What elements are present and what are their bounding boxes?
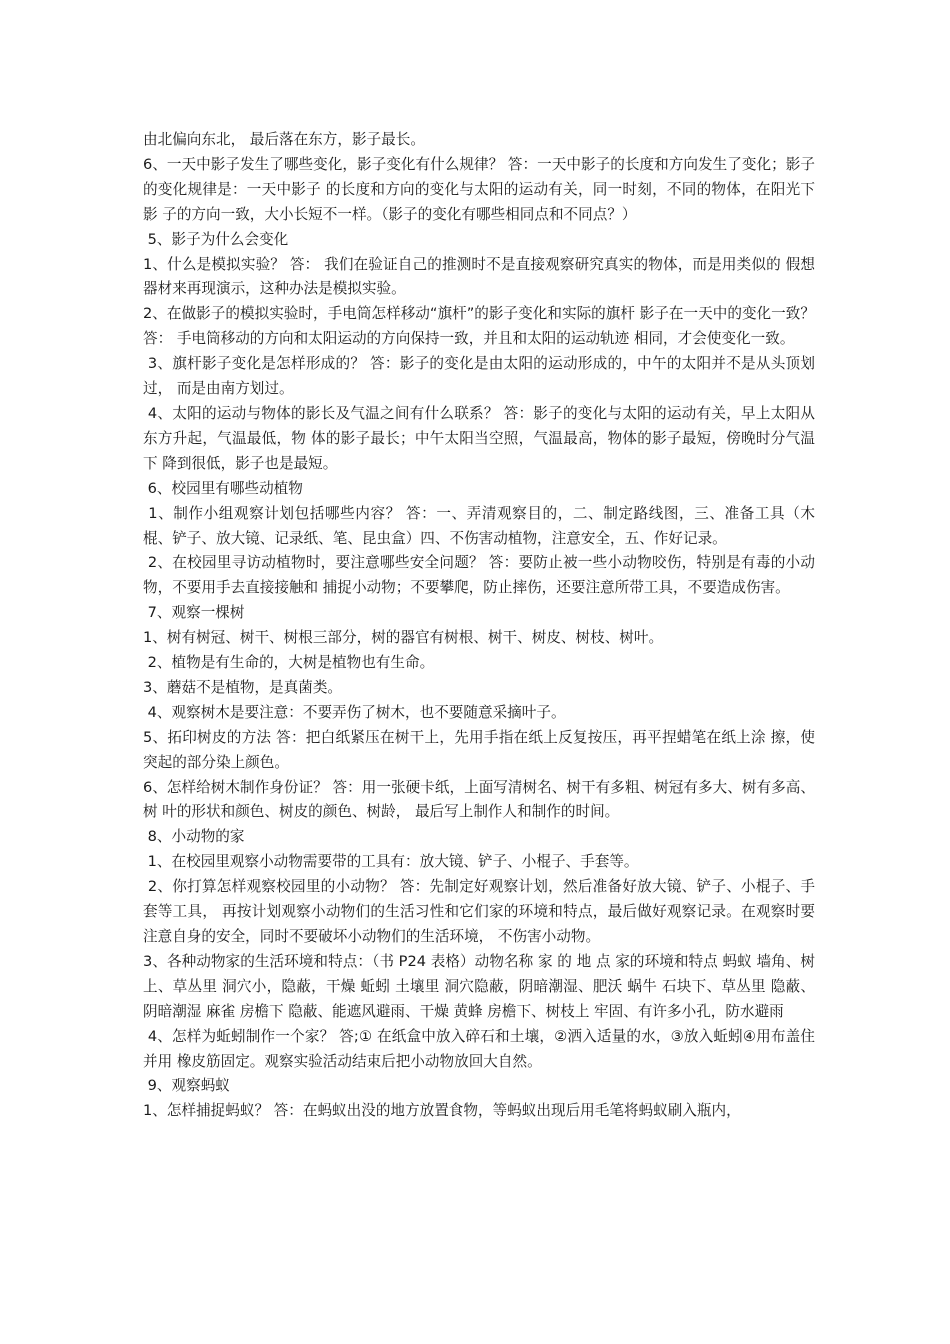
paragraph: 2、在做影子的模拟实验时，手电筒怎样移动“旗杆”的影子变化和实际的旗杆 影子在一天中的变化一致？ 答： 手电筒移动的方向和太阳运动的方向保持一致，并且和太阳的运动轨迹 相同，才会使变化一致。 — [143, 305, 820, 348]
paragraph: 3、蘑菇不是植物，是真菌类。 — [143, 678, 343, 696]
paragraph: 1、树有树冠、树干、树根三部分，树的器官有树根、树干、树皮、树枝、树叶。 — [143, 629, 664, 647]
paragraph: 3、各种动物家的生活环境和特点：（书 P24 表格）动物名称 家 的 地 点 家的环境和特点 蚂蚁 墙角、树上、草丛里 洞穴小，隐蔽，干燥 蚯蚓 土壤里 洞穴隐蔽，阴暗潮湿、肥沃 蜗牛 石块下、草丛里 隐蔽、阴暗潮湿 麻雀 房檐下 隐蔽、能遮风避雨、干燥 黄蜂 房檐下、树枝上 牢固、有许多小孔，防水避雨 — [143, 952, 815, 1020]
paragraph: 1、什么是模拟实验？ 答： 我们在验证自己的推测时不是直接观察研究真实的物体，而是用类似的 假想器材来再现演示，这种办法是模拟实验。 — [143, 255, 815, 298]
paragraph: 2、你打算怎样观察校园里的小动物？ 答：先制定好观察计划，然后准备好放大镜、铲子、小棍子、手套等工具， 再按计划观察小动物们的生活习性和它们家的环境和特点，最后做好观察记录。在观察时要注意自身的安全，同时不要破坏小动物们的生活环境， 不伤害小动物。 — [143, 878, 815, 945]
paragraph: 6、一天中影子发生了哪些变化，影子变化有什么规律？ 答：一天中影子的长度和方向发生了变化；影子的变化规律是：一天中影子 的长度和方向的变化与太阳的运动有关，同一时刻，不同的物体，在阳光下影 子的方向一致，大小长短不一样。（影子的变化有哪些相同点和不同点？） — [143, 155, 815, 223]
paragraph: 4、观察树木是要注意：不要弄伤了树木，也不要随意采摘叶子。 — [143, 703, 566, 721]
paragraph: 2、在校园里寻访动植物时，要注意哪些安全问题？ 答：要防止被一些小动物咬伤，特别是有毒的小动物，不要用手去直接接触和 捕捉小动物；不要攀爬，防止摔伤，还要注意所带工具，不要造成伤害。 — [143, 554, 815, 597]
section-heading: 7、观察一棵树 — [143, 604, 245, 622]
paragraph: 1、在校园里观察小动物需要带的工具有：放大镜、铲子、小棍子、手套等。 — [143, 853, 639, 871]
section-heading: 5、影子为什么会变化 — [143, 230, 289, 248]
section-heading: 6、校园里有哪些动植物 — [143, 479, 303, 497]
paragraph: 3、旗杆影子变化是怎样形成的？ 答：影子的变化是由太阳的运动形成的，中午的太阳并不是从头顶划过， 而是由南方划过。 — [143, 355, 815, 398]
paragraph: 1、制作小组观察计划包括哪些内容？ 答：一、弄清观察目的，二、制定路线图，三、准备工具（木棍、铲子、放大镜、记录纸、笔、昆虫盒）四、不伤害动植物，注意安全，五、作好记录。 — [143, 504, 815, 547]
paragraph: 5、拓印树皮的方法 答：把白纸紧压在树干上，先用手指在纸上反复按压，再平捏蜡笔在纸上涂 擦，使突起的部分染上颜色。 — [143, 728, 815, 771]
document-body — [143, 128, 820, 1124]
paragraph: 4、怎样为蚯蚓制作一个家？ 答;① 在纸盒中放入碎石和土壤，②洒入适量的水，③放入蚯蚓④用布盖住并用 橡皮筋固定。观察实验活动结束后把小动物放回大自然。 — [143, 1027, 815, 1070]
paragraph: 6、怎样给树木制作身份证？ 答：用一张硬卡纸，上面写清树名、树干有多粗、树冠有多大、树有多高、树 叶的形状和颜色、树皮的颜色、树龄， 最后写上制作人和制作的时间。 — [143, 778, 815, 821]
section-heading: 8、小动物的家 — [143, 828, 245, 846]
paragraph: 4、太阳的运动与物体的影长及气温之间有什么联系？ 答：影子的变化与太阳的运动有关，早上太阳从东方升起，气温最低，物 体的影子最长；中午太阳当空照，气温最高，物体的影子最短，傍晚时分气温下 降到很低，影子也是最短。 — [143, 404, 815, 472]
paragraph: 1、怎样捕捉蚂蚁？ 答：在蚂蚁出没的地方放置食物，等蚂蚁出现后用毛笔将蚂蚁刷入瓶内， — [143, 1102, 741, 1120]
paragraph: 2、植物是有生命的，大树是植物也有生命。 — [143, 654, 435, 672]
section-heading: 9、观察蚂蚁 — [143, 1077, 230, 1095]
paragraph: 由北偏向东北， 最后落在东方，影子最长。 — [143, 131, 425, 148]
